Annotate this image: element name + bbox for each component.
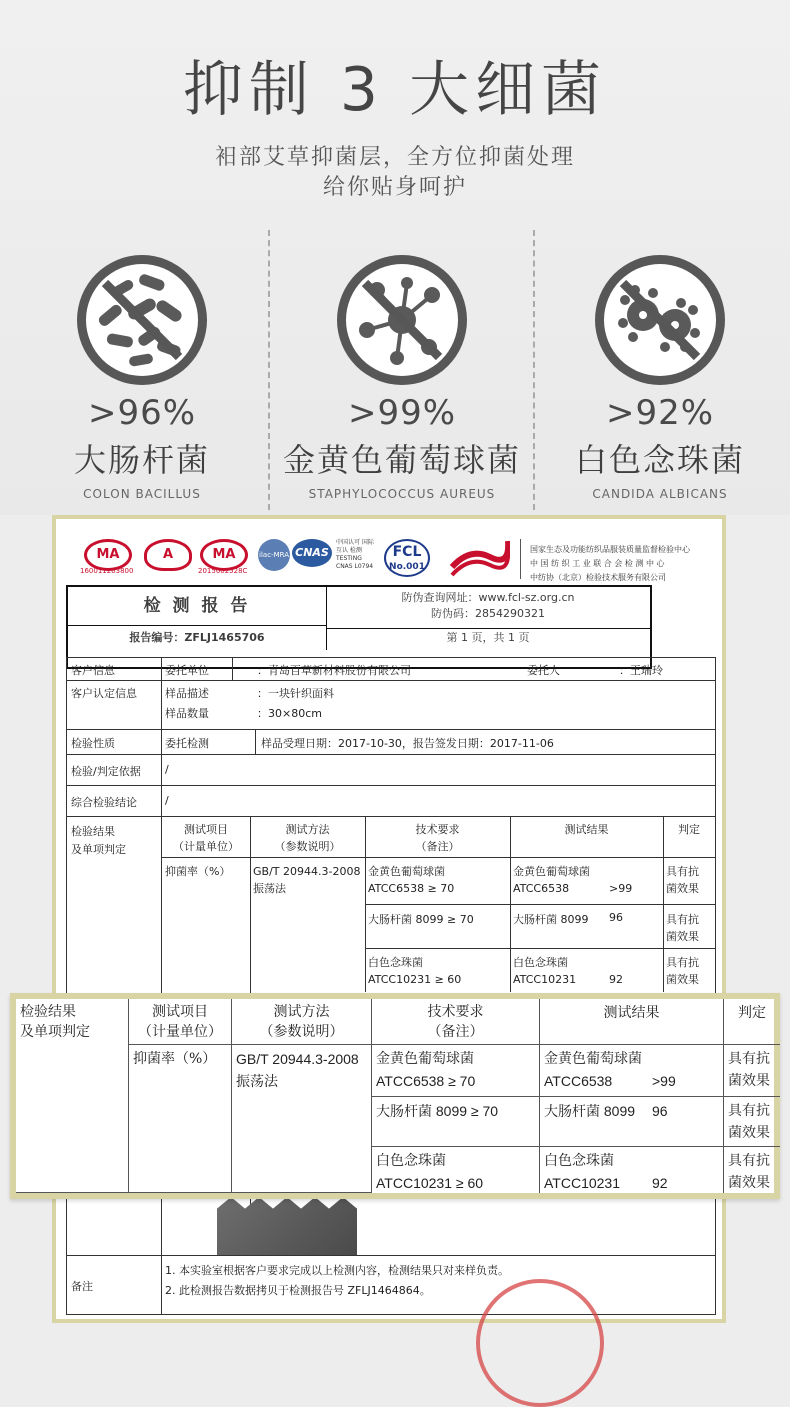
colon-percent: >96% (87, 393, 197, 433)
row-results: 检验结果 及单项判定 测试项目 （计量单位） 测试方法 （参数说明） 技术要求 （备注） 测试结果 判定 抑菌率（%） GB/T 20944.3-2008 振荡法 金黄色葡萄球菌 ATCC6538 ≥ 70 金黄色葡萄球菌 ATCC6538 >99 具有抗 菌效果 大肠杆菌 8099 ≥ 70 大肠杆菌 8099 96 具有抗 菌效果 白色念珠菌 ATCC10231 ≥ 60 白色念珠菌 ATCC10231 92 具有抗 菌效果 (66, 816, 716, 1256)
bacteria-card-colon (12, 255, 272, 501)
report-title: 检 测 报 告 (68, 587, 327, 626)
staph-name-en: STAPHYLOCOCCUS AUREUS (308, 487, 496, 501)
ma-number-2: 2015002528C (198, 567, 248, 575)
candida-name-en: CANDIDA ALBICANS (592, 487, 728, 501)
page-title: 抑制 3 大细菌 (182, 55, 608, 125)
staph-percent: >99% (347, 393, 457, 433)
row-conclusion: 综合检验结论 / (66, 785, 716, 817)
subtitle-line-2: 给你贴身呵护 (322, 175, 467, 200)
fcl-logo: FCL No.001 (384, 539, 430, 577)
cal-logo: A (144, 539, 192, 571)
ma-logo-2: MA (200, 539, 248, 571)
bacillus-prohibited-icon (77, 255, 207, 385)
cnas-text: 中国认可 国际互认 检测 TESTING CNAS L0794 (336, 539, 374, 570)
row-basis: 检验/判定依据 / (66, 754, 716, 786)
anti-counterfeit-info: 防伪查询网址：www.fcl-sz.org.cn 防伪码：2854290321 (326, 587, 650, 629)
staphylococcus-prohibited-icon (337, 255, 467, 385)
candida-percent: >92% (605, 393, 715, 433)
candida-prohibited-icon (595, 255, 725, 385)
ilac-logo: ilac-MRA (258, 539, 290, 571)
red-seal-stamp (476, 1279, 604, 1407)
page-info: 第 1 页，共 1 页 (446, 631, 530, 644)
cnas-logo: CNAS (292, 539, 332, 567)
ma-number: 160011263800 (80, 567, 134, 575)
row-nature: 检验性质 委托检测 样品受理日期：2017-10-30，报告签发日期：2017-11-06 (66, 729, 716, 755)
results-zoom-table: 检验结果 及单项判定 测试项目 （计量单位） 测试方法 （参数说明） 技术要求 （备注） 测试结果 判定 抑菌率（%） GB/T 20944.3-2008 振荡法 金黄色葡萄球菌 ATCC6538 ≥ 70 金黄色葡萄球菌 ATCC6538 >99 具有抗 菌效果 大肠杆菌 8099 ≥ 70 大肠杆菌 8099 96 具有抗 菌效果 白色念珠菌 ATCC10231 ≥ 60 白色念珠菌 ATCC10231 92 具有抗 菌效果 (10, 993, 780, 1199)
row-confirm: 客户认定信息 样品描述 ：一块针织面料 样品数量 ：30×80cm (66, 680, 716, 730)
fabric-sample-image (217, 1197, 357, 1255)
row-remarks: 备注 1. 本实验室根据客户要求完成以上检测内容，检测结果只对来样负责。 2. 此检测报告数据拷贝于检测报告号 ZFLJ1464864。 (66, 1255, 716, 1315)
certification-logos (80, 531, 710, 591)
bacteria-card-staph (272, 255, 532, 501)
bacteria-card-candida (530, 255, 790, 501)
row-client: 客户信息 委托单位 ：青岛百草新材料股份有限公司 委托人 ：王瑞玲 (66, 657, 716, 681)
report-number: 报告编号：ZFLJ1465706 (68, 626, 327, 650)
subtitle-line-1: 衵部艾草抑菌层，全方位抑菌处理 (214, 145, 575, 170)
colon-name-en: COLON BACILLUS (83, 487, 201, 501)
candida-name-cn: 白色念珠菌 (574, 441, 745, 479)
test-report (52, 515, 726, 1323)
colon-name-cn: 大肠杆菌 (73, 441, 210, 479)
staph-name-cn: 金黄色葡萄球菌 (282, 441, 521, 479)
fabric-flag-logo (450, 537, 510, 581)
ma-logo: MA (84, 539, 132, 571)
organization-names: 国家生态及功能纺织品服装质量监督检验中心 中 国 纺 织 工 业 联 合 会 检 测 中 心 中纺协（北京）检验技术服务有限公司 (530, 545, 690, 582)
